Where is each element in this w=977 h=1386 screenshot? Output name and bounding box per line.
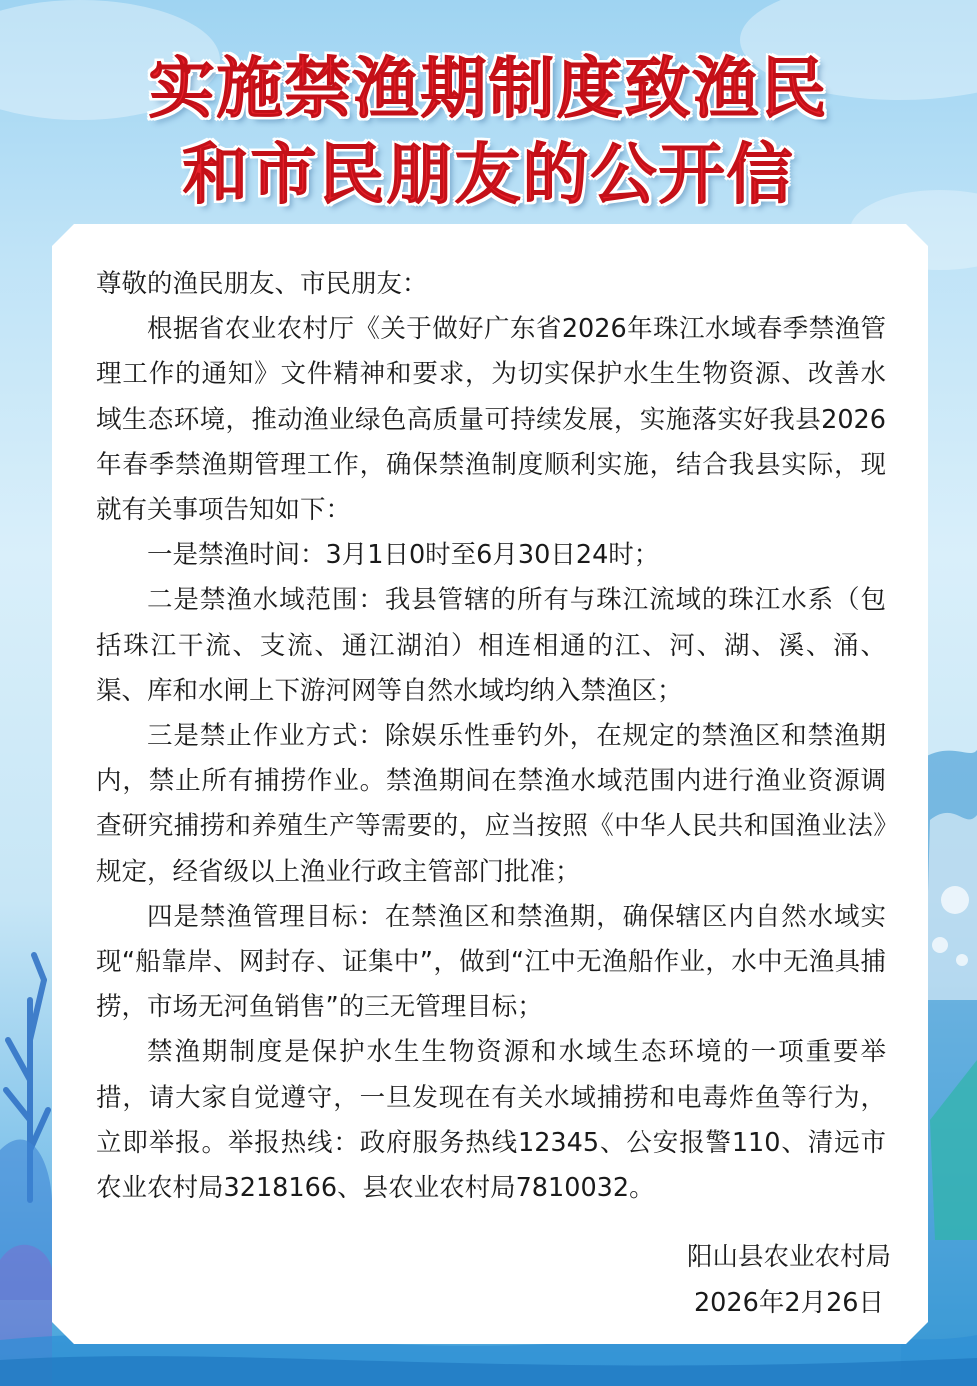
paragraph-fishing-ban-time: 一是禁渔时间：3月1日0时至6月30日24时； <box>147 540 660 571</box>
signature-date: 2026年2月26日 <box>693 1288 885 1318</box>
paragraph-intro: 根据省农业农村厅《关于做好广东省2026年珠江水域春季禁渔管理工作的通知》文件精神和要求，为切实保护水生生物资源、改善水域生态环境，推动渔业绿色高质量可持续发展，实施落实好我县2026年春季禁渔期管理工作，确保禁渔制度顺利实施，结合我县实际，现就有关事项告知如下： <box>96 314 886 526</box>
paragraph-management-goals: 四是禁渔管理目标：在禁渔区和禁渔期，确保辖区内自然水域实现“船靠岸、网封存、证集中”，做到“江中无渔船作业，水中无渔具捕捞，市场无河鱼销售”的三无管理目标； <box>96 901 886 1023</box>
signature-block <box>687 1234 891 1326</box>
letter-body <box>96 262 886 1211</box>
paragraph-fishing-ban-area: 二是禁渔水域范围：我县管辖的所有与珠江流域的珠江水系（包括珠江干流、支流、通江湖泊）相连相通的江、河、湖、溪、涌、渠、库和水闸上下游河网等自然水域均纳入禁渔区； <box>96 585 886 706</box>
page-title-line-1: 实施禁渔期制度致渔民 <box>148 50 829 127</box>
paragraph-report-hotline: 禁渔期制度是保护水生生物资源和水域生态环境的一项重要举措，请大家自觉遵守，一旦发现在有关水域捕捞和电毒炸鱼等行为，立即举报。举报热线：政府服务热线12345、公安报警110、清远市农业农村局3218166、县农业农村局7810032。 <box>96 1037 886 1204</box>
paragraph-prohibited-methods: 三是禁止作业方式：除娱乐性垂钓外，在规定的禁渔区和禁渔期内，禁止所有捕捞作业。禁渔期间在禁渔水域范围内进行渔业资源调查研究捕捞和养殖生产等需要的，应当按照《中华人民共和国渔业法》规定，经省级以上渔业行政主管部门批准； <box>96 721 886 887</box>
signature-organization: 阳山县农业农村局 <box>686 1242 891 1272</box>
page-title-line-2: 和市民朋友的公开信 <box>182 136 795 213</box>
greeting: 尊敬的渔民朋友、市民朋友： <box>96 269 428 299</box>
